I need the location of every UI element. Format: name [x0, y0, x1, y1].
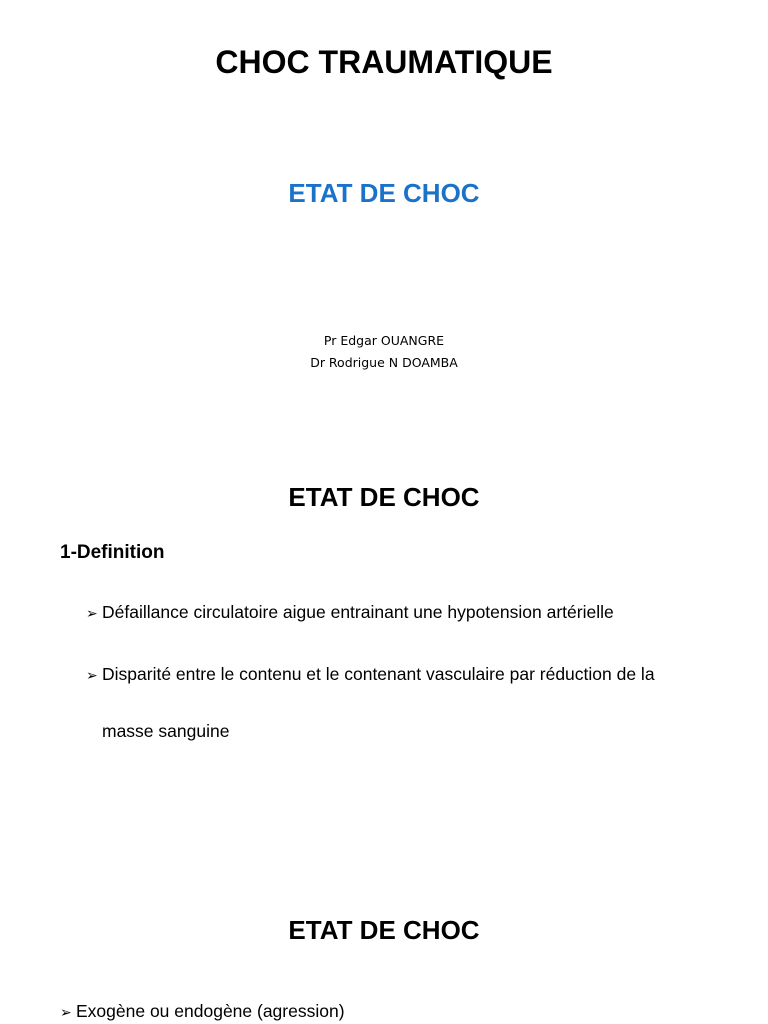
bullet-text-continuation: masse sanguine [102, 721, 230, 741]
arrowhead-bullet-icon: ➢ [60, 1005, 72, 1021]
author-line: Pr Edgar OUANGRE [323, 333, 445, 348]
bullet-item [60, 999, 345, 1024]
bullet-item [86, 600, 614, 626]
section-heading: ETAT DE CHOC [288, 482, 480, 512]
author-line: Dr Rodrigue N DOAMBA [310, 355, 458, 370]
authors-block [0, 330, 768, 374]
section-heading: ETAT DE CHOC [288, 915, 480, 945]
arrowhead-bullet-icon: ➢ [86, 668, 98, 684]
arrowhead-bullet-icon: ➢ [86, 606, 98, 622]
bullet-text: Disparité entre le contenu et le contenant vasculaire par réduction de la [102, 664, 655, 684]
bullet-text: Exogène ou endogène (agression) [76, 1001, 345, 1021]
bullet-item [86, 662, 655, 688]
bullet-text: Défaillance circulatoire aigue entrainant une hypotension artérielle [102, 602, 614, 622]
page-title: CHOC TRAUMATIQUE [215, 44, 553, 80]
subtitle: ETAT DE CHOC [288, 178, 480, 208]
definition-heading: 1-Definition [60, 542, 165, 563]
